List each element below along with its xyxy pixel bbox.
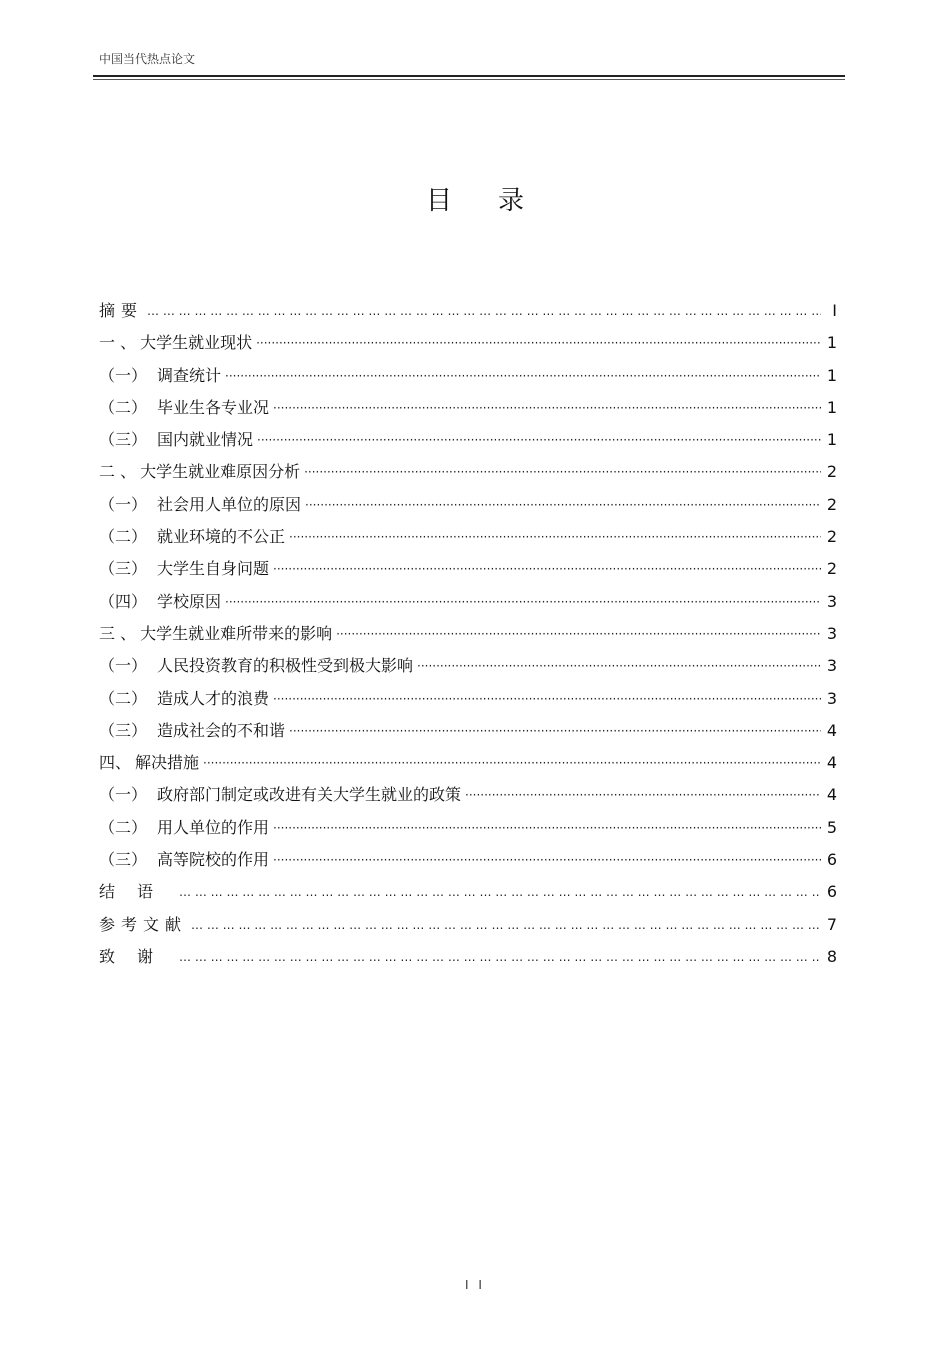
toc-dot-leader: [179, 885, 821, 899]
toc-entry-number: （四）: [99, 591, 148, 611]
toc-entry-number: （二）: [99, 817, 148, 837]
toc-entry-number: （三）: [99, 430, 148, 450]
toc-entry-page: 8: [826, 946, 837, 966]
toc-dot-leader: [336, 627, 821, 641]
toc-entry[interactable]: [99, 653, 837, 685]
toc-entry-page: 1: [826, 397, 837, 417]
toc-entry-number: 三 、: [99, 623, 137, 643]
toc-entry-number: （二）: [99, 527, 148, 547]
toc-entry-number: （一）: [99, 785, 148, 805]
toc-entry-number: （三）: [99, 559, 148, 579]
toc-entry[interactable]: [99, 363, 837, 395]
toc-entry-page: 2: [826, 559, 837, 579]
toc-entry-label: 摘要: [99, 301, 144, 320]
running-header: 中国当代热点论文: [99, 52, 196, 66]
toc-dot-leader: [417, 659, 821, 673]
toc-entry[interactable]: [99, 298, 837, 330]
toc-dot-leader: [225, 595, 821, 609]
toc-entry-page: 1: [826, 365, 837, 385]
toc-entry-label: 大学生就业难所带来的影响: [140, 623, 333, 643]
toc-entry-label: 造成社会的不和谐: [157, 720, 286, 740]
toc-entry-label: 社会用人单位的原因: [157, 494, 302, 514]
toc-entry[interactable]: [99, 556, 837, 588]
toc-entry-page: 4: [826, 753, 837, 773]
toc-entry-page: 3: [826, 591, 837, 611]
toc-entry[interactable]: [99, 750, 837, 782]
toc-entry-label: 学校原因: [157, 591, 222, 611]
toc-entry-label: 解决措施: [135, 753, 200, 773]
toc-entry-label: 结语: [99, 882, 176, 902]
toc-entry[interactable]: [99, 459, 837, 491]
toc-entry[interactable]: [99, 330, 837, 362]
toc-dot-leader: [256, 336, 821, 350]
toc-entry-number: （三）: [99, 850, 148, 870]
toc-entry[interactable]: [99, 621, 837, 653]
toc-entry-label: 大学生自身问题: [157, 559, 270, 579]
toc-dot-leader: [273, 692, 821, 706]
toc-entry[interactable]: [99, 589, 837, 621]
toc-entry[interactable]: [99, 395, 837, 427]
toc-entry-number: （二）: [99, 688, 148, 708]
header-rule-thin: [93, 79, 845, 80]
toc-entry-label: 参考文献: [99, 914, 188, 934]
toc-entry[interactable]: [99, 427, 837, 459]
toc-dot-leader: [147, 304, 821, 318]
toc-dot-leader: [179, 950, 821, 964]
toc-entry-page: 3: [826, 688, 837, 708]
toc-dot-leader: [273, 401, 821, 415]
toc-entry-label: 政府部门制定或改进有关大学生就业的政策: [157, 785, 462, 805]
toc-entry-number: 一 、: [99, 333, 137, 353]
toc-dot-leader: [304, 465, 821, 479]
toc-entry-number: （一）: [99, 494, 148, 514]
toc-entry-label: 致谢: [99, 946, 176, 966]
toc-entry-label: 调查统计: [157, 365, 222, 385]
toc-dot-leader: [225, 369, 821, 383]
toc-entry-label: 就业环境的不公正: [157, 527, 286, 547]
toc-entry[interactable]: [99, 524, 837, 556]
toc-entry-label: 大学生就业现状: [140, 333, 253, 353]
toc-entry-number: （二）: [99, 397, 148, 417]
toc-dot-leader: [203, 756, 821, 770]
toc-entry[interactable]: [99, 686, 837, 718]
toc-entry-page: 2: [826, 527, 837, 547]
toc-entry-page: 1: [826, 430, 837, 450]
toc-entry-label: 高等院校的作用: [157, 850, 270, 870]
toc-entry-label: 用人单位的作用: [157, 817, 270, 837]
toc-entry-number: （一）: [99, 365, 148, 385]
toc-entry-page: 7: [826, 914, 837, 934]
toc-entry-number: （一）: [99, 656, 148, 676]
toc-entry-number: 四、: [99, 753, 132, 773]
toc-dot-leader: [289, 724, 821, 738]
toc-entry[interactable]: [99, 492, 837, 524]
toc-dot-leader: [257, 433, 821, 447]
toc-entry[interactable]: [99, 718, 837, 750]
toc-entry-page: 4: [826, 720, 837, 740]
toc-entry-page: I: [832, 301, 837, 320]
header-rule-thick: [93, 75, 845, 77]
toc-entry-number: 二 、: [99, 462, 137, 482]
toc-dot-leader: [273, 821, 821, 835]
footer-page-number: I I: [465, 1278, 485, 1292]
toc-entry[interactable]: [99, 815, 837, 847]
toc-entry-page: 3: [826, 656, 837, 676]
toc-entry-number: （三）: [99, 720, 148, 740]
toc-entry[interactable]: [99, 782, 837, 814]
toc-entry-page: 4: [826, 785, 837, 805]
toc-entry[interactable]: [99, 847, 837, 879]
toc-entry-label: 人民投资教育的积极性受到极大影响: [157, 656, 414, 676]
toc-entry-page: 5: [826, 817, 837, 837]
toc-entry[interactable]: [99, 912, 837, 944]
toc-dot-leader: [289, 530, 821, 544]
toc-entry-page: 3: [826, 623, 837, 643]
toc-dot-leader: [305, 498, 821, 512]
toc-dot-leader: [273, 562, 821, 576]
toc-entry-page: 2: [826, 494, 837, 514]
toc-entry-page: 6: [826, 882, 837, 902]
table-of-contents: [99, 298, 837, 976]
toc-dot-leader: [191, 918, 821, 932]
toc-entry-label: 国内就业情况: [157, 430, 254, 450]
toc-entry-page: 1: [826, 333, 837, 353]
toc-entry-page: 6: [826, 850, 837, 870]
toc-entry[interactable]: [99, 879, 837, 911]
toc-entry-label: 造成人才的浪费: [157, 688, 270, 708]
toc-dot-leader: [465, 788, 821, 802]
toc-dot-leader: [273, 853, 821, 867]
toc-entry-page: 2: [826, 462, 837, 482]
page-title: 目录: [425, 186, 570, 216]
toc-entry[interactable]: [99, 944, 837, 976]
toc-entry-label: 大学生就业难原因分析: [140, 462, 301, 482]
toc-entry-label: 毕业生各专业况: [157, 397, 270, 417]
